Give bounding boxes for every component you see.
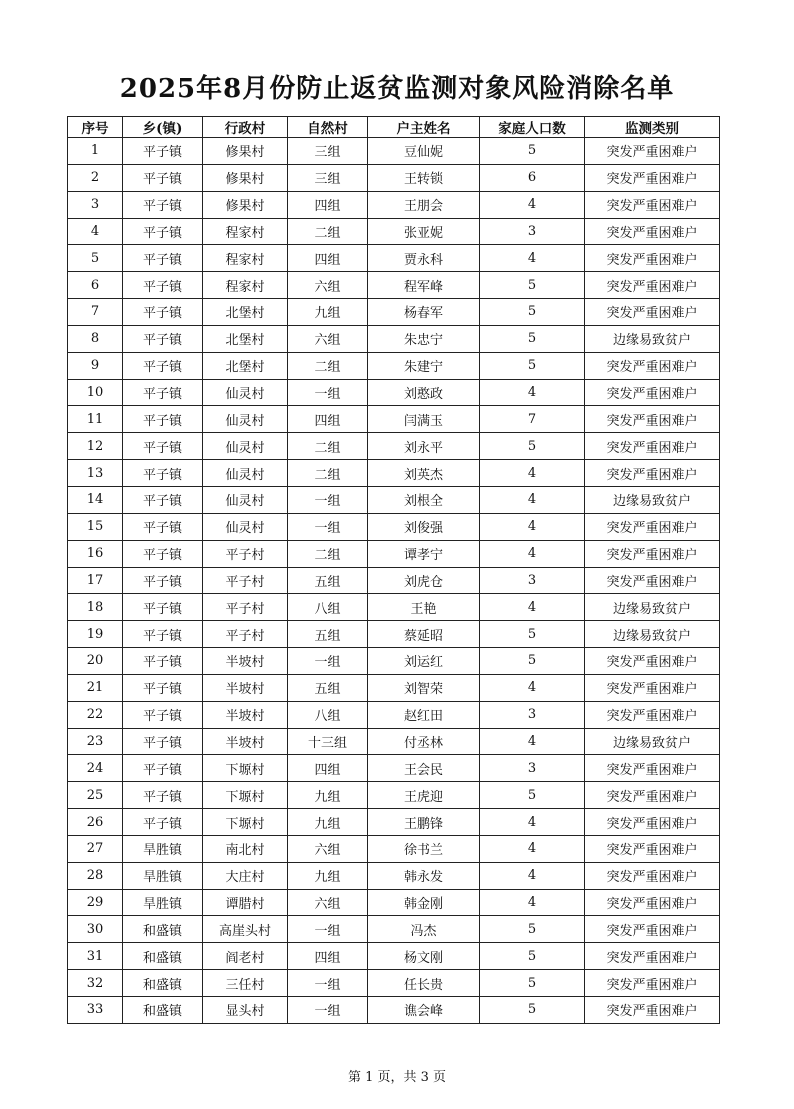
category-cell: 突发严重困难户	[585, 433, 720, 460]
householder-cell: 闫满玉	[368, 406, 480, 433]
township-cell: 旱胜镇	[123, 862, 203, 889]
householder-cell: 付丞林	[368, 728, 480, 755]
admin-village-cell: 显头村	[203, 997, 288, 1024]
natural-village-cell: 八组	[288, 594, 368, 621]
admin-village-cell: 阎老村	[203, 943, 288, 970]
family-size-cell: 4	[480, 379, 585, 406]
category-cell: 突发严重困难户	[585, 540, 720, 567]
township-cell: 平子镇	[123, 540, 203, 567]
category-cell: 突发严重困难户	[585, 513, 720, 540]
table-row	[68, 460, 720, 487]
category-cell: 突发严重困难户	[585, 406, 720, 433]
admin-village-cell: 仙灵村	[203, 433, 288, 460]
householder-cell: 刘虎仓	[368, 567, 480, 594]
category-cell: 突发严重困难户	[585, 379, 720, 406]
category-cell: 突发严重困难户	[585, 460, 720, 487]
category-cell: 突发严重困难户	[585, 218, 720, 245]
township-cell: 平子镇	[123, 782, 203, 809]
natural-village-cell: 二组	[288, 540, 368, 567]
family-size-cell: 4	[480, 674, 585, 701]
index-cell: 8	[68, 325, 123, 352]
table-row	[68, 916, 720, 943]
natural-village-cell: 二组	[288, 460, 368, 487]
table-row	[68, 701, 720, 728]
admin-village-cell: 平子村	[203, 567, 288, 594]
header-category: 监测类别	[585, 117, 720, 138]
householder-cell: 任长贵	[368, 970, 480, 997]
admin-village-cell: 半坡村	[203, 648, 288, 675]
householder-cell: 刘憨政	[368, 379, 480, 406]
index-cell: 14	[68, 486, 123, 513]
natural-village-cell: 六组	[288, 325, 368, 352]
township-cell: 旱胜镇	[123, 835, 203, 862]
natural-village-cell: 一组	[288, 648, 368, 675]
family-size-cell: 4	[480, 594, 585, 621]
householder-cell: 杨春军	[368, 299, 480, 326]
index-cell: 6	[68, 272, 123, 299]
householder-cell: 谭孝宁	[368, 540, 480, 567]
table-header-row	[68, 117, 720, 138]
admin-village-cell: 半坡村	[203, 674, 288, 701]
admin-village-cell: 仙灵村	[203, 460, 288, 487]
family-size-cell: 4	[480, 245, 585, 272]
family-size-cell: 4	[480, 728, 585, 755]
table-row	[68, 594, 720, 621]
natural-village-cell: 二组	[288, 433, 368, 460]
table-row	[68, 272, 720, 299]
householder-cell: 徐书兰	[368, 835, 480, 862]
family-size-cell: 5	[480, 782, 585, 809]
householder-cell: 冯杰	[368, 916, 480, 943]
township-cell: 平子镇	[123, 191, 203, 218]
township-cell: 平子镇	[123, 701, 203, 728]
table-row	[68, 486, 720, 513]
township-cell: 平子镇	[123, 674, 203, 701]
natural-village-cell: 四组	[288, 191, 368, 218]
family-size-cell: 4	[480, 191, 585, 218]
householder-cell: 韩永发	[368, 862, 480, 889]
category-cell: 突发严重困难户	[585, 997, 720, 1024]
householder-cell: 刘永平	[368, 433, 480, 460]
table-row	[68, 621, 720, 648]
township-cell: 平子镇	[123, 352, 203, 379]
index-cell: 19	[68, 621, 123, 648]
family-size-cell: 3	[480, 701, 585, 728]
category-cell: 突发严重困难户	[585, 164, 720, 191]
index-cell: 2	[68, 164, 123, 191]
category-cell: 突发严重困难户	[585, 299, 720, 326]
category-cell: 突发严重困难户	[585, 674, 720, 701]
category-cell: 边缘易致贫户	[585, 594, 720, 621]
header-natural-village: 自然村	[288, 117, 368, 138]
township-cell: 平子镇	[123, 245, 203, 272]
table-row	[68, 218, 720, 245]
natural-village-cell: 五组	[288, 674, 368, 701]
natural-village-cell: 六组	[288, 272, 368, 299]
table-row	[68, 943, 720, 970]
householder-cell: 谯会峰	[368, 997, 480, 1024]
family-size-cell: 4	[480, 540, 585, 567]
admin-village-cell: 北堡村	[203, 352, 288, 379]
householder-cell: 贾永科	[368, 245, 480, 272]
householder-cell: 杨文刚	[368, 943, 480, 970]
table-row	[68, 809, 720, 836]
township-cell: 和盛镇	[123, 997, 203, 1024]
category-cell: 突发严重困难户	[585, 943, 720, 970]
householder-cell: 王鹏锋	[368, 809, 480, 836]
category-cell: 边缘易致贫户	[585, 621, 720, 648]
category-cell: 突发严重困难户	[585, 352, 720, 379]
category-cell: 突发严重困难户	[585, 916, 720, 943]
family-size-cell: 5	[480, 325, 585, 352]
index-cell: 10	[68, 379, 123, 406]
township-cell: 和盛镇	[123, 916, 203, 943]
township-cell: 平子镇	[123, 594, 203, 621]
table-row	[68, 862, 720, 889]
township-cell: 平子镇	[123, 621, 203, 648]
family-size-cell: 4	[480, 513, 585, 540]
admin-village-cell: 仙灵村	[203, 406, 288, 433]
township-cell: 平子镇	[123, 406, 203, 433]
natural-village-cell: 五组	[288, 567, 368, 594]
family-size-cell: 3	[480, 755, 585, 782]
family-size-cell: 5	[480, 299, 585, 326]
township-cell: 平子镇	[123, 164, 203, 191]
table-row	[68, 245, 720, 272]
natural-village-cell: 一组	[288, 970, 368, 997]
township-cell: 旱胜镇	[123, 889, 203, 916]
householder-cell: 朱建宁	[368, 352, 480, 379]
natural-village-cell: 一组	[288, 486, 368, 513]
township-cell: 平子镇	[123, 513, 203, 540]
natural-village-cell: 四组	[288, 943, 368, 970]
category-cell: 突发严重困难户	[585, 138, 720, 165]
householder-cell: 王艳	[368, 594, 480, 621]
category-cell: 突发严重困难户	[585, 862, 720, 889]
householder-cell: 蔡延昭	[368, 621, 480, 648]
index-cell: 15	[68, 513, 123, 540]
table-row	[68, 433, 720, 460]
table-row	[68, 191, 720, 218]
category-cell: 边缘易致贫户	[585, 486, 720, 513]
admin-village-cell: 仙灵村	[203, 379, 288, 406]
township-cell: 平子镇	[123, 755, 203, 782]
householder-cell: 刘智荣	[368, 674, 480, 701]
admin-village-cell: 谭腊村	[203, 889, 288, 916]
householder-cell: 韩金刚	[368, 889, 480, 916]
index-cell: 4	[68, 218, 123, 245]
category-cell: 突发严重困难户	[585, 701, 720, 728]
table-row	[68, 889, 720, 916]
table-row	[68, 648, 720, 675]
header-family-size: 家庭人口数	[480, 117, 585, 138]
natural-village-cell: 一组	[288, 513, 368, 540]
natural-village-cell: 一组	[288, 916, 368, 943]
natural-village-cell: 九组	[288, 862, 368, 889]
header-township: 乡(镇)	[123, 117, 203, 138]
township-cell: 平子镇	[123, 325, 203, 352]
natural-village-cell: 八组	[288, 701, 368, 728]
table-row	[68, 782, 720, 809]
table-row	[68, 997, 720, 1024]
natural-village-cell: 九组	[288, 782, 368, 809]
householder-cell: 程军峰	[368, 272, 480, 299]
family-size-cell: 4	[480, 889, 585, 916]
admin-village-cell: 修果村	[203, 191, 288, 218]
index-cell: 13	[68, 460, 123, 487]
table-row	[68, 755, 720, 782]
admin-village-cell: 下塬村	[203, 809, 288, 836]
householder-cell: 豆仙妮	[368, 138, 480, 165]
index-cell: 9	[68, 352, 123, 379]
householder-cell: 王朋会	[368, 191, 480, 218]
admin-village-cell: 大庄村	[203, 862, 288, 889]
admin-village-cell: 北堡村	[203, 299, 288, 326]
admin-village-cell: 仙灵村	[203, 513, 288, 540]
family-size-cell: 4	[480, 486, 585, 513]
admin-village-cell: 下塬村	[203, 755, 288, 782]
category-cell: 突发严重困难户	[585, 809, 720, 836]
table-row	[68, 540, 720, 567]
family-size-cell: 5	[480, 621, 585, 648]
family-size-cell: 5	[480, 433, 585, 460]
family-size-cell: 4	[480, 460, 585, 487]
natural-village-cell: 六组	[288, 835, 368, 862]
admin-village-cell: 三任村	[203, 970, 288, 997]
natural-village-cell: 四组	[288, 755, 368, 782]
natural-village-cell: 三组	[288, 164, 368, 191]
householder-cell: 刘俊强	[368, 513, 480, 540]
admin-village-cell: 平子村	[203, 594, 288, 621]
table-row	[68, 835, 720, 862]
table-row	[68, 513, 720, 540]
natural-village-cell: 九组	[288, 809, 368, 836]
category-cell: 边缘易致贫户	[585, 728, 720, 755]
family-size-cell: 4	[480, 862, 585, 889]
family-size-cell: 4	[480, 809, 585, 836]
admin-village-cell: 平子村	[203, 621, 288, 648]
township-cell: 平子镇	[123, 379, 203, 406]
family-size-cell: 4	[480, 835, 585, 862]
header-householder: 户主姓名	[368, 117, 480, 138]
risk-elimination-table	[67, 116, 720, 1024]
admin-village-cell: 程家村	[203, 218, 288, 245]
family-size-cell: 5	[480, 648, 585, 675]
natural-village-cell: 二组	[288, 352, 368, 379]
natural-village-cell: 三组	[288, 138, 368, 165]
admin-village-cell: 北堡村	[203, 325, 288, 352]
index-cell: 21	[68, 674, 123, 701]
table-row	[68, 406, 720, 433]
township-cell: 平子镇	[123, 460, 203, 487]
index-cell: 23	[68, 728, 123, 755]
category-cell: 突发严重困难户	[585, 835, 720, 862]
householder-cell: 王转锁	[368, 164, 480, 191]
category-cell: 突发严重困难户	[585, 272, 720, 299]
township-cell: 平子镇	[123, 728, 203, 755]
family-size-cell: 5	[480, 997, 585, 1024]
township-cell: 平子镇	[123, 138, 203, 165]
category-cell: 突发严重困难户	[585, 245, 720, 272]
family-size-cell: 3	[480, 218, 585, 245]
table-row	[68, 728, 720, 755]
header-admin-village: 行政村	[203, 117, 288, 138]
index-cell: 3	[68, 191, 123, 218]
table-row	[68, 970, 720, 997]
township-cell: 和盛镇	[123, 943, 203, 970]
table-row	[68, 299, 720, 326]
township-cell: 平子镇	[123, 299, 203, 326]
family-size-cell: 6	[480, 164, 585, 191]
admin-village-cell: 南北村	[203, 835, 288, 862]
category-cell: 突发严重困难户	[585, 567, 720, 594]
table-row	[68, 567, 720, 594]
householder-cell: 刘根全	[368, 486, 480, 513]
householder-cell: 刘英杰	[368, 460, 480, 487]
document-title: 2025年8月份防止返贫监测对象风险消除名单	[119, 74, 675, 104]
natural-village-cell: 九组	[288, 299, 368, 326]
natural-village-cell: 一组	[288, 997, 368, 1024]
category-cell: 边缘易致贫户	[585, 325, 720, 352]
index-cell: 32	[68, 970, 123, 997]
family-size-cell: 5	[480, 138, 585, 165]
index-cell: 12	[68, 433, 123, 460]
householder-cell: 刘运红	[368, 648, 480, 675]
township-cell: 和盛镇	[123, 970, 203, 997]
householder-cell: 王虎迎	[368, 782, 480, 809]
index-cell: 31	[68, 943, 123, 970]
admin-village-cell: 程家村	[203, 272, 288, 299]
householder-cell: 赵红田	[368, 701, 480, 728]
admin-village-cell: 高崖头村	[203, 916, 288, 943]
index-cell: 20	[68, 648, 123, 675]
index-cell: 27	[68, 835, 123, 862]
admin-village-cell: 仙灵村	[203, 486, 288, 513]
table-row	[68, 138, 720, 165]
family-size-cell: 5	[480, 352, 585, 379]
natural-village-cell: 一组	[288, 379, 368, 406]
natural-village-cell: 六组	[288, 889, 368, 916]
natural-village-cell: 四组	[288, 245, 368, 272]
index-cell: 26	[68, 809, 123, 836]
family-size-cell: 5	[480, 272, 585, 299]
township-cell: 平子镇	[123, 648, 203, 675]
index-cell: 11	[68, 406, 123, 433]
index-cell: 30	[68, 916, 123, 943]
table-row	[68, 379, 720, 406]
index-cell: 17	[68, 567, 123, 594]
admin-village-cell: 程家村	[203, 245, 288, 272]
index-cell: 7	[68, 299, 123, 326]
category-cell: 突发严重困难户	[585, 755, 720, 782]
index-cell: 16	[68, 540, 123, 567]
admin-village-cell: 平子村	[203, 540, 288, 567]
family-size-cell: 3	[480, 567, 585, 594]
index-cell: 22	[68, 701, 123, 728]
category-cell: 突发严重困难户	[585, 970, 720, 997]
index-cell: 1	[68, 138, 123, 165]
table-row	[68, 674, 720, 701]
township-cell: 平子镇	[123, 809, 203, 836]
index-cell: 29	[68, 889, 123, 916]
natural-village-cell: 十三组	[288, 728, 368, 755]
category-cell: 突发严重困难户	[585, 782, 720, 809]
admin-village-cell: 半坡村	[203, 701, 288, 728]
index-cell: 18	[68, 594, 123, 621]
table-row	[68, 164, 720, 191]
index-cell: 24	[68, 755, 123, 782]
householder-cell: 朱忠宁	[368, 325, 480, 352]
index-cell: 25	[68, 782, 123, 809]
admin-village-cell: 修果村	[203, 138, 288, 165]
family-size-cell: 5	[480, 943, 585, 970]
category-cell: 突发严重困难户	[585, 191, 720, 218]
index-cell: 28	[68, 862, 123, 889]
header-index: 序号	[68, 117, 123, 138]
family-size-cell: 5	[480, 916, 585, 943]
family-size-cell: 5	[480, 970, 585, 997]
township-cell: 平子镇	[123, 218, 203, 245]
table-row	[68, 325, 720, 352]
township-cell: 平子镇	[123, 486, 203, 513]
township-cell: 平子镇	[123, 272, 203, 299]
natural-village-cell: 五组	[288, 621, 368, 648]
admin-village-cell: 下塬村	[203, 782, 288, 809]
householder-cell: 王会民	[368, 755, 480, 782]
township-cell: 平子镇	[123, 433, 203, 460]
table-body	[68, 138, 720, 1024]
page-footer: 第 1 页，共 3 页	[347, 1070, 447, 1085]
category-cell: 突发严重困难户	[585, 889, 720, 916]
township-cell: 平子镇	[123, 567, 203, 594]
natural-village-cell: 二组	[288, 218, 368, 245]
householder-cell: 张亚妮	[368, 218, 480, 245]
natural-village-cell: 四组	[288, 406, 368, 433]
table-row	[68, 352, 720, 379]
category-cell: 突发严重困难户	[585, 648, 720, 675]
index-cell: 5	[68, 245, 123, 272]
admin-village-cell: 修果村	[203, 164, 288, 191]
index-cell: 33	[68, 997, 123, 1024]
family-size-cell: 7	[480, 406, 585, 433]
admin-village-cell: 半坡村	[203, 728, 288, 755]
